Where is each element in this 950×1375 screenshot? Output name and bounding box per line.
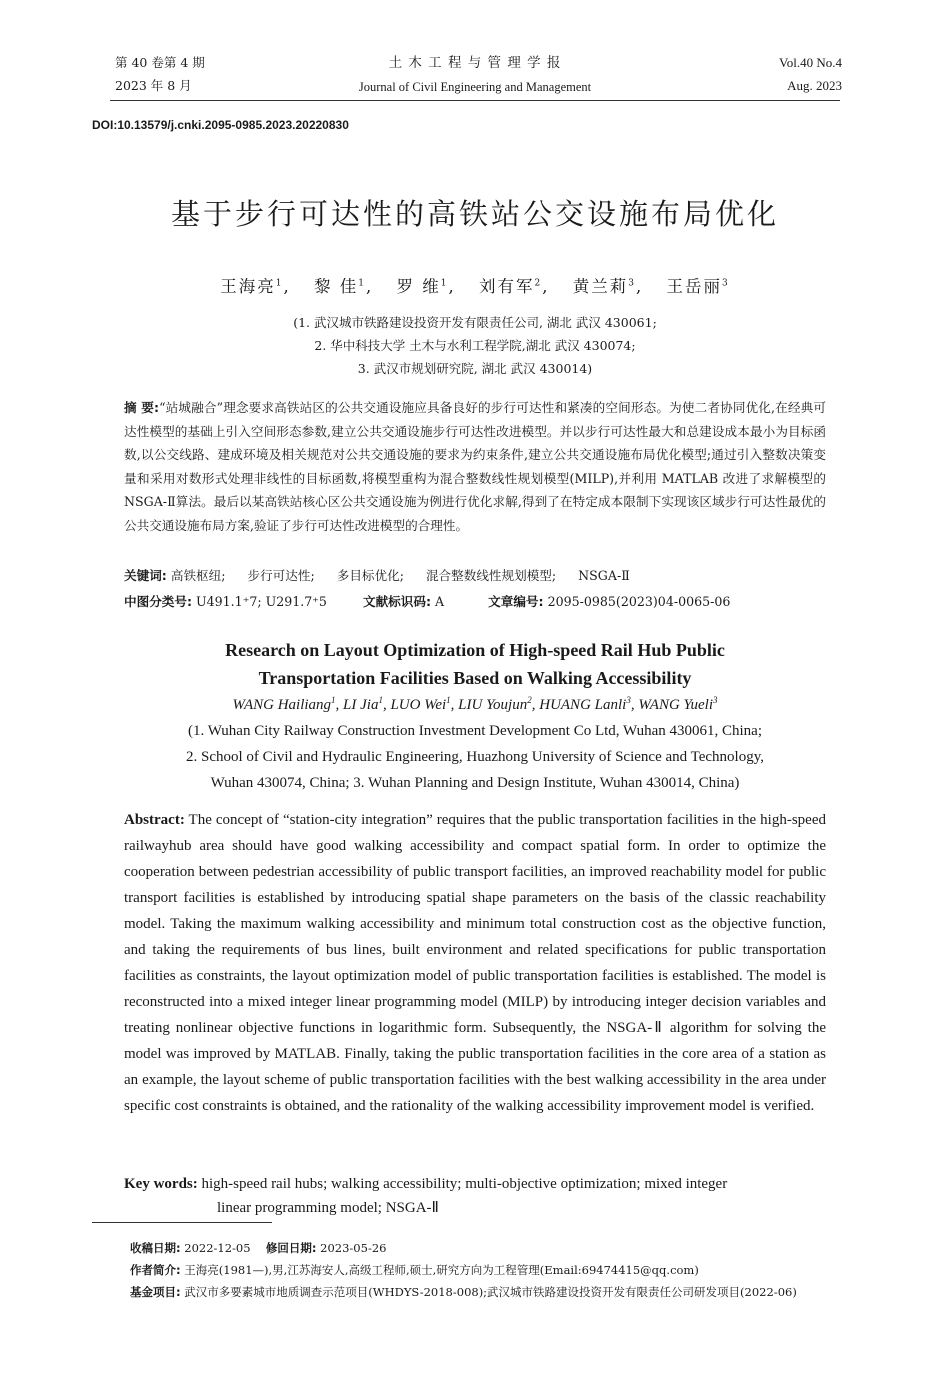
abstract-en	[124, 807, 826, 1119]
affiliation-cn-1: (1. 武汉城市铁路建设投资开发有限责任公司, 湖北 武汉 430061;	[293, 315, 657, 330]
journal-cn: 土 木 工 程 与 管 理 学 报	[388, 55, 562, 71]
fund-label: 基金项目:	[130, 1285, 181, 1299]
fund-footnote	[130, 1284, 797, 1300]
keyword-cn: 步行可达性;	[247, 568, 315, 583]
author-en: LIU Youjun$^2$	[458, 695, 532, 713]
abstract-en-label: Abstract:	[124, 812, 185, 828]
author-cn: 黄兰莉$^3$,	[572, 277, 644, 296]
keywords-cn-label: 关键词:	[124, 568, 167, 583]
author-cn: 刘有军$^2$,	[479, 277, 550, 296]
author-cn: 罗 维$^1$,	[396, 277, 456, 296]
received-label: 收稿日期:	[130, 1241, 181, 1255]
affiliation-cn-3: 3. 武汉市规划研究院, 湖北 武汉 430014)	[357, 361, 593, 376]
author-en: WANG Yueli$^3$	[638, 695, 718, 713]
article-number-label: 文章编号:	[488, 594, 544, 609]
clc-value: U491.1⁺7; U291.7⁺5	[196, 594, 327, 609]
authors-en: WANG Hailiang$^1$, LI Jia$^1$, LUO Wei$^1$, LIU Youjun$^2$, HUANG Lanli$^3$, WANG Yueli$^3$	[232, 695, 718, 713]
author-cn: 黎 佳$^1$,	[314, 277, 374, 296]
keywords-en-line-2: linear programming model; NSGA-Ⅱ	[217, 1200, 439, 1216]
author-en: HUANG Lanli$^3$	[539, 695, 631, 713]
affiliation-en-1: (1. Wuhan City Railway Construction Investment Development Co Ltd, Wuhan 430061, China;	[188, 723, 762, 739]
issue-cn: 第 40 卷第 4 期	[115, 55, 205, 70]
header-rule	[110, 100, 840, 101]
abstract-cn	[124, 396, 826, 538]
keyword-cn: 混合整数线性规划模型;	[425, 568, 557, 583]
affiliation-en-2: 2. School of Civil and Hydraulic Engineering, Huazhong University of Science and Technology,	[186, 749, 764, 765]
revised-label: 修回日期:	[265, 1241, 317, 1255]
dates-footnote	[130, 1240, 386, 1256]
author-bio-label: 作者简介:	[130, 1263, 181, 1277]
author-bio: 王海亮(1981—),男,江苏海安人,高级工程师,硕士,研究方向为工程管理(Email:69474415@qq.com)	[184, 1263, 699, 1277]
clc-label: 中图分类号:	[124, 594, 193, 609]
date-cn: 2023 年 8 月	[115, 78, 192, 93]
date-en: Aug. 2023	[787, 78, 842, 93]
title-cn: 基于步行可达性的高铁站公交设施布局优化	[170, 197, 779, 231]
abstract-cn-text: “站城融合”理念要求高铁站区的公共交通设施应具备良好的步行可达性和紧凑的空间形态。为使二者协同优化,在经典可达性模型的基础上引入空间形态参数,建立公共交通设施步行可达性改进模型。并以步行可达性最大和总建设成本最小为目标函数,以公交线路、建成环境及相关规范对公共交通设施的要求为约束条件,建立公共交通设施布局优化模型;通过引入整数决策变量和采用对数形式处理非线性的目标函数,将模型重构为混合整数线性规划模型(MILP),并利用 MATLAB 改进了求解模型的 NSGA-Ⅱ算法。最后以某高铁站核心区公共交通设施为例进行优化求解,得到了在特定成本限制下实现该区域步行可达性最优的公共交通设施布局方案,验证了步行可达性改进模型的合理性。	[124, 400, 827, 533]
title-en-line-1: Research on Layout Optimization of High-speed Rail Hub Public	[225, 640, 725, 660]
keyword-cn: 高铁枢纽;	[170, 568, 226, 583]
abstract-en-text: The concept of “station-city integration” requires that the public transportation facilities in the high-speed railwayhub area should have good walking accessibility and compact spatial form. In order to optimize the cooperation between pedestrian accessibility of public transport facilities, an improved reachability model for public transport facilities is established by introducing spatial shape parameters on the basis of the classic reachability model. Taking the maximum walking accessibility and minimum total construction cost as the objective function, and taking the requirements of bus lines, built environment and related specifications for public transportation facilities as constraints, the layout optimization model of public transportation facilities is established. The model is reconstructed into a mixed integer linear programming model (MILP) by introducing integer decision variables and treating nonlinear objective functions in logarithmic form. Subsequently, the NSGA-Ⅱ algorithm for solving the model was improved by MATLAB. Finally, taking the public transportation facilities in the core area of a station as an example, the layout scheme of public transportation facilities with the best walking accessibility in the area under specific cost constraints is obtained, and the rationality of the walking accessibility improvement model is verified.	[124, 812, 826, 1114]
classification-line	[124, 591, 730, 610]
fund-text: 武汉市多要素城市地质调查示范项目(WHDYS-2018-008);武汉城市铁路建设投资开发有限责任公司研发项目(2022-06)	[184, 1285, 797, 1299]
affiliation-en-3: Wuhan 430074, China; 3. Wuhan Planning and Design Institute, Wuhan 430014, China)	[210, 775, 740, 791]
doi: DOI:10.13579/j.cnki.2095-0985.2023.20220830	[92, 118, 349, 132]
abstract-cn-label: 摘 要:	[124, 400, 160, 415]
author-cn: 王岳丽$^3$	[666, 277, 730, 296]
authors-cn	[0, 273, 950, 297]
doc-code-label: 文献标识码:	[362, 594, 431, 609]
received-date: 2022-12-05	[184, 1241, 251, 1255]
doc-code-value: A	[435, 594, 445, 609]
vol-en: Vol.40 No.4	[779, 55, 842, 70]
article-number-value: 2095-0985(2023)04-0065-06	[547, 594, 731, 609]
journal-en: Journal of Civil Engineering and Management	[358, 80, 592, 94]
revised-date: 2023-05-26	[320, 1241, 387, 1255]
keywords-cn	[124, 565, 648, 584]
keywords-en-line-1: high-speed rail hubs; walking accessibility; multi-objective optimization; mixed integer	[201, 1176, 728, 1192]
keyword-cn: NSGA-Ⅱ	[578, 568, 630, 583]
author-cn: 王海亮$^1$,	[220, 277, 291, 296]
keywords-en-label: Key words:	[124, 1176, 198, 1192]
author-en: WANG Hailiang$^1$	[232, 695, 336, 713]
author-en: LUO Wei$^1$	[390, 695, 451, 713]
keywords-en	[124, 1172, 826, 1220]
author-en: LI Jia$^1$	[343, 695, 383, 713]
title-en-line-2: Transportation Facilities Based on Walking Accessibility	[258, 668, 692, 688]
affiliation-cn-2: 2. 华中科技大学 土木与水利工程学院,湖北 武汉 430074;	[314, 338, 636, 353]
author-footnote	[130, 1262, 699, 1278]
keyword-cn: 多目标优化;	[336, 568, 404, 583]
footnote-rule	[92, 1222, 272, 1223]
